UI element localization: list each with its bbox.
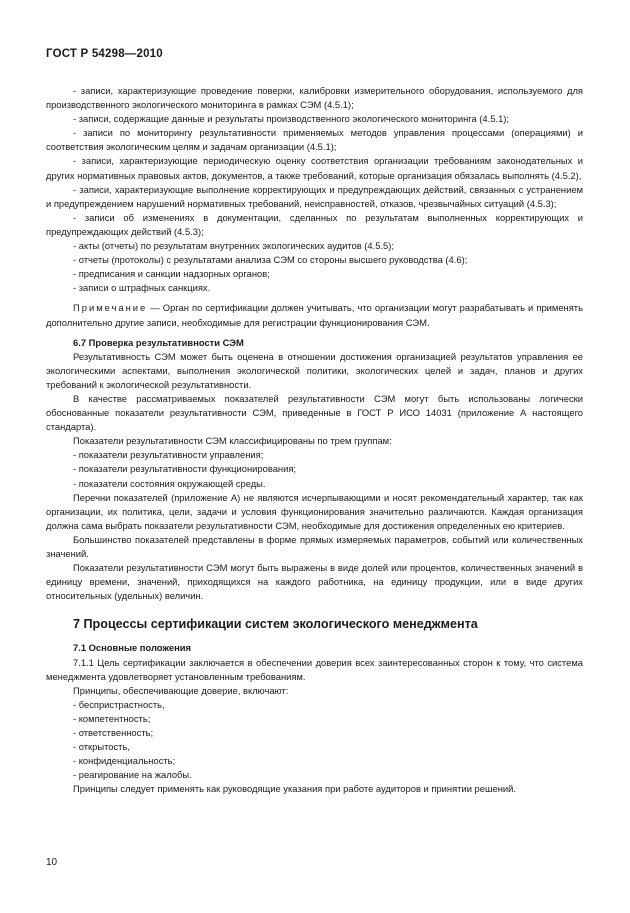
- document-header: ГОСТ Р 54298—2010: [46, 48, 163, 60]
- list-item: - показатели состояния окружающей среды.: [73, 477, 266, 489]
- list-item: - показатели результативности управления;: [73, 449, 264, 461]
- list-item: - записи о штрафных санкциях.: [73, 282, 211, 294]
- list-item: - отчеты (протоколы) с результатами анализа СЭМ со стороны высшего руководства (4.6);: [73, 254, 468, 266]
- paragraph: Показатели результативности СЭМ могут быть выражены в виде долей или процентов, количественных значений в единицу времени, значений, приходящихся на каждого работника, на единицу продукции, или в виде других относительных (удельных) величин.: [46, 562, 583, 602]
- list-item: - записи, характеризующие периодическую оценку соответствия организации требованиям законодательных и других нормативных правовых актов, документов, а также требований, которые организация обязалась выполнять (4.5.2),: [46, 155, 583, 181]
- paragraph: Результативность СЭМ может быть оценена в отношении достижения организацией результатов управления ее экологическими аспектами, выполнения экологической политики, экологических целей и задач, планов и других требований к экологической результативности.: [46, 350, 583, 390]
- paragraph: Большинство показателей представлены в форме прямых измеряемых параметров, событий или количественных значений.: [46, 533, 583, 559]
- chapter-title: 7 Процессы сертификации систем экологического менеджмента: [73, 617, 478, 632]
- list-item: - компетентность;: [73, 712, 151, 724]
- list-item: - акты (отчеты) по результатам внутренних экологических аудитов (4.5.5);: [73, 240, 395, 252]
- list-item: - предписания и санкции надзорных органов;: [73, 268, 270, 280]
- paragraph: В качестве рассматриваемых показателей результативности СЭМ могут быть использованы логически обоснованные показатели результативности СЭМ, приведенные в ГОСТ Р ИСО 14031 (приложение А настоящего стандарта).: [46, 392, 583, 433]
- paragraph: 7.1.1 Цель сертификации заключается в обеспечении доверия всех заинтересованных сторон к тому, что система менеджмента удовлетворяет установленным требованиям.: [46, 656, 583, 682]
- list-item: - реагирование на жалобы.: [73, 769, 192, 781]
- note: [46, 301, 583, 329]
- note-text: — Орган по сертификации должен учитывать, что организации могут разрабатывать и применять дополнительно другие записи, необходимые для регистрации функционирования СЭМ.: [46, 302, 583, 328]
- list-item: - записи, содержащие данные и результаты производственного экологического мониторинга (4.5.1);: [73, 113, 510, 125]
- paragraph: Принципы, обеспечивающие доверие, включают:: [73, 684, 289, 696]
- note-label: Примечание: [73, 302, 148, 314]
- list-item: - записи, характеризующие выполнение корректирующих и предупреждающих действий, связанных с устранением и предупреждением нарушений нормативных требований, неисправностей, отказов, чрезвычайных ситуаций (4.5.3);: [46, 183, 583, 209]
- list-item: - конфиденциальность;: [73, 755, 176, 767]
- list-item: - показатели результативности функционирования;: [73, 463, 297, 475]
- page-body: [46, 84, 583, 797]
- list-item: - записи об изменениях в документации, сделанных по результатам выполненных корректирующих и предупреждающих действий (4.5.3);: [46, 211, 583, 237]
- list-item: - записи по мониторингу результативности применяемых методов управления процессами (операциями) и соответствия экологическим целям и задачам организации (4.5.1);: [46, 127, 583, 153]
- paragraph: Показатели результативности СЭМ классифицированы по трем группам:: [73, 435, 392, 447]
- subsection-title: 7.1 Основные положения: [73, 642, 192, 654]
- list-item: - беспристрастность,: [73, 698, 165, 710]
- list-item: - открытость,: [73, 741, 130, 753]
- list-item: - ответственность;: [73, 727, 154, 739]
- list-item: - записи, характеризующие проведение поверки, калибровки измерительного оборудования, используемого для производственного экологического мониторинга в рамках СЭМ (4.5.1);: [46, 85, 583, 111]
- section-title: 6.7 Проверка результативности СЭМ: [73, 336, 244, 348]
- page-number: 10: [46, 857, 58, 868]
- paragraph: Перечни показателей (приложение А) не являются исчерпывающими и носят рекомендательный характер, так как организации, их политика, цели, задачи и условия функционирования значительно различаются. Каждая организация должна сама выбрать показатели результативности СЭМ, необходимые для достижения определенных ею критериев.: [46, 491, 583, 531]
- paragraph: Принципы следует применять как руководящие указания при работе аудиторов и принятии решений.: [73, 783, 516, 795]
